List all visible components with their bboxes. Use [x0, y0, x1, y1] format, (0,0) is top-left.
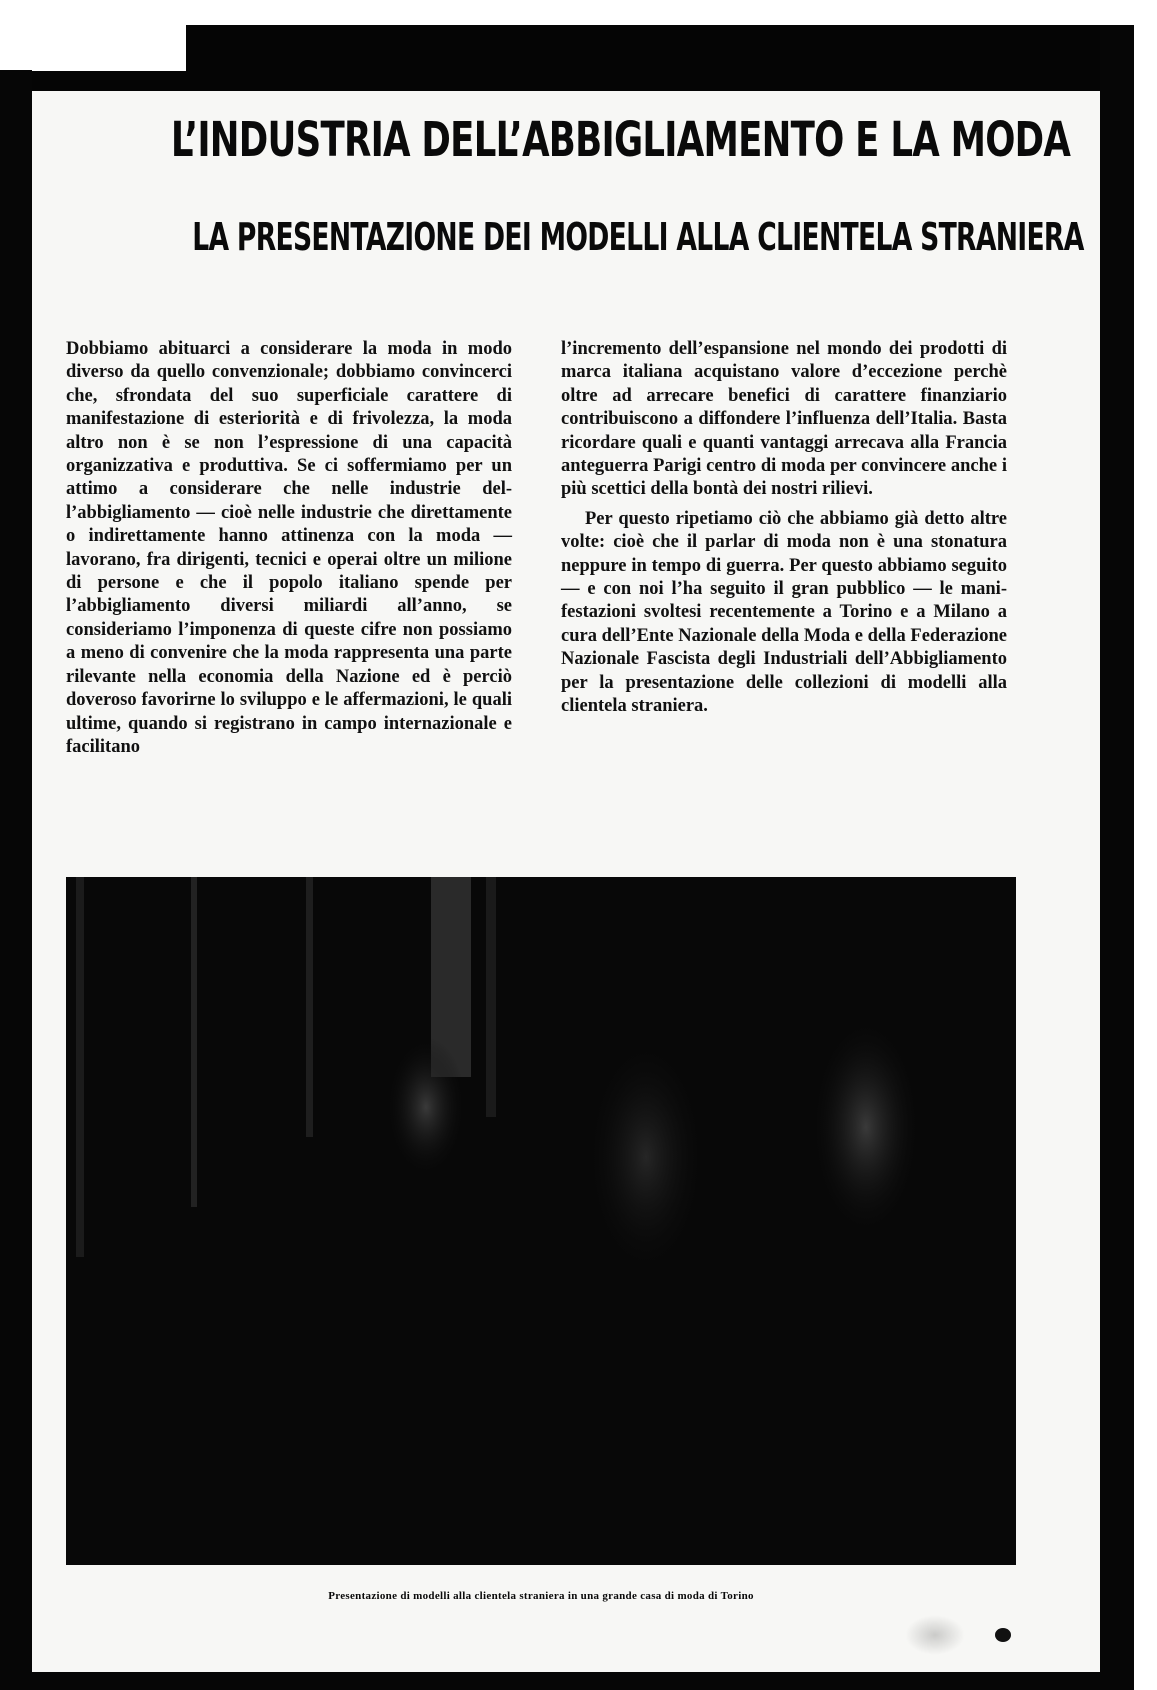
article-column-right — [561, 338, 1007, 719]
scan-border-bottom — [0, 1672, 1134, 1690]
scan-border-left — [0, 70, 32, 1688]
article-paragraph: Per questo ripetiamo ciò che abbiamo già detto altre volte: cioè che il parlar di moda non è una stonatura neppure in tempo di guerra. Per questo abbiamo seguito — e con noi l’ha seguito il gran pubblico — le manifestazioni svoltesi recentemente a Torino e a Milano a cura dell’Ente Nazionale della Moda e della Federazione Nazionale Fascista degli Industriali dell’Abbigliamento per la presentazione delle collezioni di modelli alla clientela straniera. — [561, 508, 1007, 717]
page-mark-dot — [995, 1628, 1011, 1642]
article-subtitle: LA PRESENTAZIONE DEI MODELLI ALLA CLIENTELA STRANIERA — [192, 215, 1084, 259]
article-photo — [66, 877, 1016, 1565]
curtain-stripe — [486, 877, 496, 1117]
figure-silhouette — [586, 1037, 706, 1277]
photo-scene — [66, 877, 1016, 1565]
curtain-stripe — [76, 877, 84, 1257]
figure-silhouette — [811, 1017, 921, 1237]
scan-smudge — [905, 1615, 965, 1655]
curtain-stripe — [191, 877, 197, 1207]
figure-silhouette — [386, 1037, 466, 1177]
photo-caption: Presentazione di modelli alla clientela straniera in una grande casa di moda di Torino — [328, 1590, 754, 1602]
article-column-left — [66, 338, 512, 759]
article-title: L’INDUSTRIA DELL’ABBIGLIAMENTO E LA MODA — [170, 112, 1071, 168]
article-paragraph: l’incremento dell’espansione nel mondo dei prodotti di marca italiana acquistano valore d’eccezione perchè oltre ad arrecare benefici di carattere finanziario contribuiscono a diffondere l’influenza dell’Italia. Basta ricordare quali e quanti vantaggi arrecava alla Francia anteguerra Parigi centro di moda per convincere anche i più scettici della bontà dei nostri rilievi. — [561, 339, 1007, 500]
article-paragraph: Dobbiamo abituarci a considerare la moda in modo diverso da quello convenzionale; dobbiamo convincerci che, sfrondata del suo superficiale carattere di manifestazione di esteriorità e di frivolezza, la moda altro non è se non l’espressione di una capacità organizzativa e produttiva. Se ci soffermiamo per un attimo a considerare che nelle industrie dell’abbigliamento — cioè nelle industrie che direttamente o indirettamente hanno attinenza con la moda — lavorano, fra dirigenti, tecnici e operai oltre un milione di persone e che il popolo italiano spende per l’abbigliamento diversi miliardi all’anno, se consideriamo l’imponenza di queste cifre non possiamo a meno di convenire che la moda rappresenta una parte rilevante nella economia della Nazione ed è perciò doveroso favorirne lo sviluppo e le affermazioni, le quali ultime, quando si registrano in campo internazionale e facilitano — [66, 339, 512, 757]
curtain-stripe — [306, 877, 313, 1137]
scan-border-right — [1100, 25, 1134, 1688]
scan-border-notch — [0, 25, 186, 71]
